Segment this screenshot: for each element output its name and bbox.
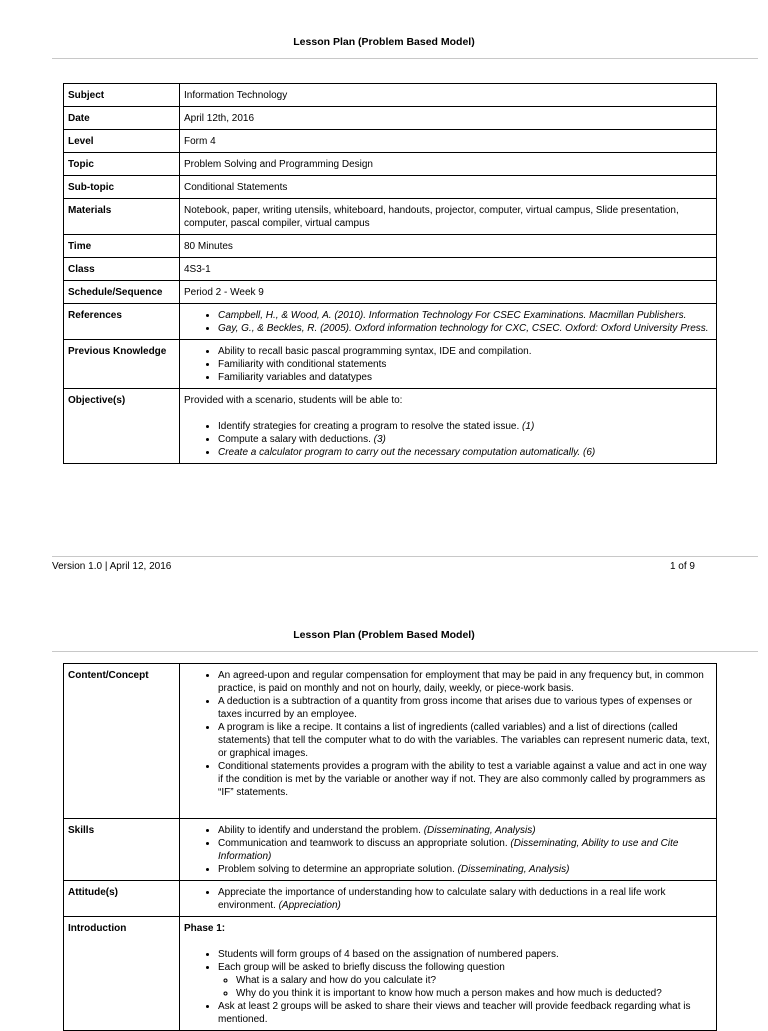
version-label: Version 1.0 | April 12, 2016 <box>52 561 172 572</box>
row-value-introduction <box>180 917 717 1031</box>
table-row <box>64 107 717 130</box>
row-label-previous-knowledge: Previous Knowledge <box>64 340 180 389</box>
table-row <box>64 235 717 258</box>
list-item: • Ability to identify and understand the problem. (Disseminating, Analysis) <box>218 824 712 837</box>
page-number: 1 of 9 <box>669 561 695 572</box>
table-row <box>64 819 717 881</box>
row-value-level: Form 4 <box>180 130 717 153</box>
header-divider <box>52 58 758 59</box>
row-label-objectives: Objective(s) <box>64 389 180 464</box>
row-value-topic: Problem Solving and Programming Design <box>180 153 717 176</box>
footer-divider <box>52 556 758 557</box>
list-item: • Conditional statements provides a program with the ability to test a variable against a value and act in one way if the condition is met by the variable or another way if not. They are also commonly called by programmers as “IF” statements. <box>218 760 712 799</box>
row-label-subject: Subject <box>64 84 180 107</box>
row-label-introduction: Introduction <box>64 917 180 1031</box>
sub-list-item: ◦ What is a salary and how do you calculate it? <box>236 974 712 987</box>
table-row <box>64 881 717 917</box>
table-row <box>64 176 717 199</box>
row-value-content <box>180 664 717 819</box>
list-item: • Communication and teamwork to discuss an appropriate solution. (Disseminating, Ability to use and Cite Information) <box>218 837 712 863</box>
row-value-subtopic: Conditional Statements <box>180 176 717 199</box>
row-label-content: Content/Concept <box>64 664 180 819</box>
page-title: Lesson Plan (Problem Based Model) <box>293 629 475 641</box>
row-value-schedule: Period 2 - Week 9 <box>180 281 717 304</box>
row-label-time: Time <box>64 235 180 258</box>
table-row <box>64 304 717 340</box>
reference-item: • Gay, G., & Beckles, R. (2005). Oxford information technology for CXC, CSEC. Oxford: Oxford University Press. <box>218 322 712 335</box>
list-item: • Familiarity with conditional statements <box>218 358 712 371</box>
phase-heading: Phase 1: <box>184 923 226 934</box>
table-row <box>64 258 717 281</box>
list-item: • Appreciate the importance of understanding how to calculate salary with deductions in a real life work environment. (Appreciation) <box>218 886 712 912</box>
row-value-materials: Notebook, paper, writing utensils, whiteboard, handouts, projector, computer, virtual campus, Slide presentation, computer, pascal compiler, virtual campus <box>180 199 717 235</box>
list-item: • A deduction is a subtraction of a quantity from gross income that arises due to various types of expenses or taxes incurred by an employee. <box>218 695 712 721</box>
list-item: • Identify strategies for creating a program to resolve the stated issue. (1) <box>218 420 712 433</box>
row-value-date: April 12th, 2016 <box>180 107 717 130</box>
row-label-date: Date <box>64 107 180 130</box>
row-label-class: Class <box>64 258 180 281</box>
objectives-intro: Provided with a scenario, students will be able to: <box>184 395 403 406</box>
list-item: • Ability to recall basic pascal programming syntax, IDE and compilation. <box>218 345 712 358</box>
table-row <box>64 917 717 1031</box>
list-item: • Create a calculator program to carry out the necessary computation automatically. (6) <box>218 446 712 459</box>
row-label-topic: Topic <box>64 153 180 176</box>
page-title: Lesson Plan (Problem Based Model) <box>293 36 475 48</box>
row-label-skills: Skills <box>64 819 180 881</box>
list-item: • Problem solving to determine an appropriate solution. (Disseminating, Analysis) <box>218 863 712 876</box>
table-row <box>64 340 717 389</box>
list-item: • Each group will be asked to briefly discuss the following question ◦ What is a salary and how do you calculate it? ◦ Why do you think it is important to know how much a person makes and how much is deducted? <box>218 961 712 1000</box>
list-item: • Familiarity variables and datatypes <box>218 371 712 384</box>
row-label-references: References <box>64 304 180 340</box>
row-value-class: 4S3-1 <box>180 258 717 281</box>
table-row <box>64 281 717 304</box>
list-item: • Compute a salary with deductions. (3) <box>218 433 712 446</box>
row-label-subtopic: Sub-topic <box>64 176 180 199</box>
lesson-content-table <box>63 663 717 1031</box>
row-label-attitude: Attitude(s) <box>64 881 180 917</box>
list-item: • Ask at least 2 groups will be asked to share their views and teacher will provide feedback regarding what is mentioned. <box>218 1000 712 1026</box>
row-label-level: Level <box>64 130 180 153</box>
row-value-time: 80 Minutes <box>180 235 717 258</box>
row-value-attitude <box>180 881 717 917</box>
reference-item: • Campbell, H., & Wood, A. (2010). Information Technology For CSEC Examinations. Macmillan Publishers. <box>218 309 712 322</box>
lesson-info-table <box>63 83 717 464</box>
table-row <box>64 153 717 176</box>
row-value-subject: Information Technology <box>180 84 717 107</box>
row-value-references <box>180 304 717 340</box>
row-value-skills <box>180 819 717 881</box>
table-row <box>64 389 717 464</box>
table-row <box>64 84 717 107</box>
row-value-objectives <box>180 389 717 464</box>
table-row <box>64 199 717 235</box>
table-row <box>64 130 717 153</box>
header-divider <box>52 651 758 652</box>
list-item: • A program is like a recipe. It contains a list of ingredients (called variables) and a list of directions (called statements) that tell the computer what to do with the variables. The variables can represent numeric data, text, or graphical images. <box>218 721 712 760</box>
list-item: • An agreed-upon and regular compensation for employment that may be paid in any frequency but, in common practice, is paid on monthly and not on hourly, daily, weekly, or piece-work basis. <box>218 669 712 695</box>
list-item: • Students will form groups of 4 based on the assignation of numbered papers. <box>218 948 712 961</box>
row-label-schedule: Schedule/Sequence <box>64 281 180 304</box>
row-label-materials: Materials <box>64 199 180 235</box>
page-footer <box>52 561 695 572</box>
table-row <box>64 664 717 819</box>
sub-list-item: ◦ Why do you think it is important to know how much a person makes and how much is deducted? <box>236 987 712 1000</box>
row-value-previous-knowledge <box>180 340 717 389</box>
